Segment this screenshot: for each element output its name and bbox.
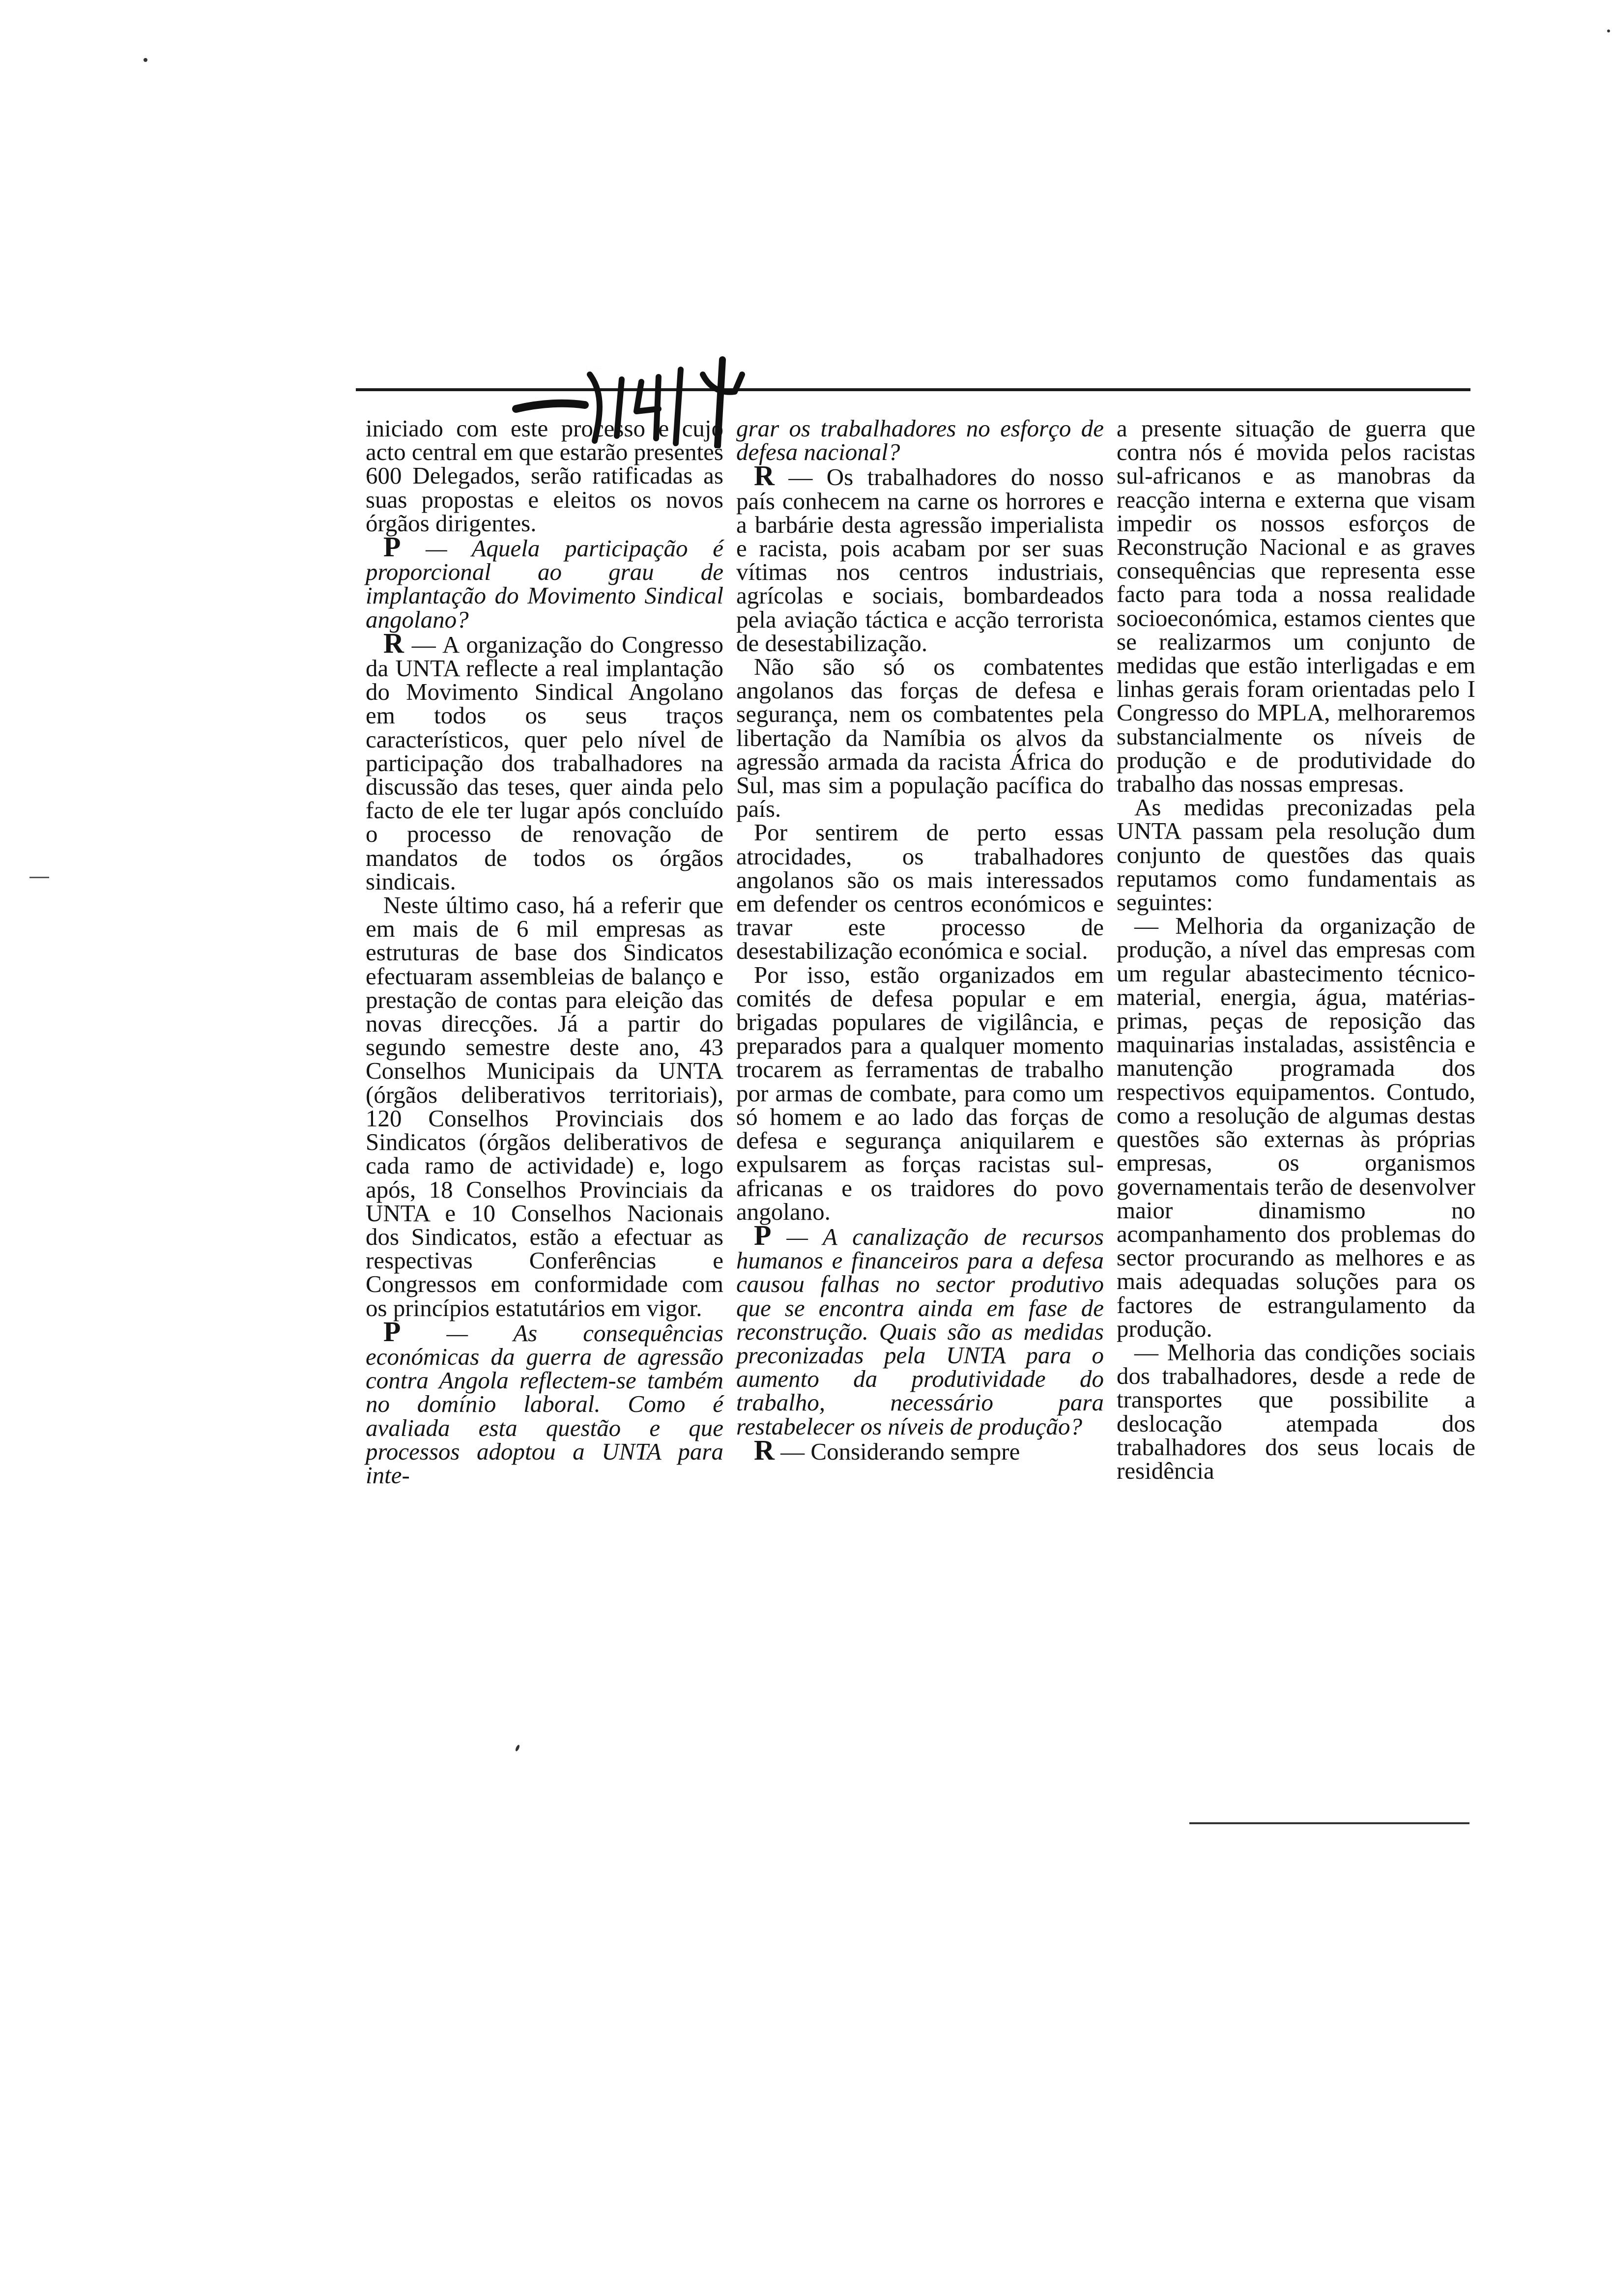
ink-speck: [1607, 29, 1610, 32]
article-paragraph: [736, 417, 1104, 464]
question-marker: P: [383, 531, 401, 563]
article-paragraph: [366, 417, 723, 535]
ink-speck: [515, 1744, 520, 1751]
paragraph-text: — A canalização de recursos humanos e financeiros para a defesa causou falhas no sector produtivo que se encontra ainda em fase de reconstrução. Quais são as medidas preconizadas pela UNTA para o aumento da produtividade do trabalho, necessário para restabelecer os níveis de produção?: [736, 1223, 1104, 1440]
question-marker: P: [754, 1219, 772, 1251]
paragraph-text: Neste último caso, há a referir que em mais de 6 mil empresas as estruturas de base dos Sindicatos efectuaram assembleias de balanço e prestação de contas para eleição das novas direcções. Já a partir do segundo semestre deste ano, 43 Conselhos Municipais da UNTA (órgãos deliberativos territoriais), 120 Conselhos Provinciais dos Sindicatos (órgãos deliberativos de cada ramo de actividade) e, logo após, 18 Conselhos Provinciais da UNTA e 10 Conselhos Nacionais dos Sindicatos, estão a efectuar as respectivas Conferências e Congressos em conformidade com os princípios estatutários em vigor.: [366, 891, 723, 1321]
paragraph-text: Não são só os combatentes angolanos das forças de defesa e segurança, nem os combatentes pela libertação da Namíbia os alvos da agressão armada da racista África do Sul, mas sim a população pacífica do país.: [736, 653, 1104, 823]
paragraph-text: — A organização do Congresso da UNTA reflecte a real implantação do Movimento Sindical Angolano em todos os seus traços característicos, quer pelo nível de participação dos trabalhadores na discussão das teses, quer ainda pelo facto de ele ter lugar após concluído o processo de renovação de mandatos de todos os órgãos sindicais.: [366, 631, 723, 895]
article-paragraph: [366, 1315, 723, 1489]
paragraph-text: grar os trabalhadores no esforço de defesa nacional?: [736, 415, 1104, 466]
margin-mark: [29, 877, 49, 878]
paragraph-text: Por isso, estão organizados em comités de defesa popular e em brigadas populares de vigilância, e preparados para a qualquer momento trocarem as ferramentas de trabalho por armas de combate, para como um só homem e ao lado das forças de defesa e segurança aniquilarem e expulsarem as forças racistas sul-africanas e os traidores do povo angolano.: [736, 961, 1104, 1225]
article-paragraph: [1117, 914, 1475, 1341]
answer-marker: R: [754, 459, 775, 492]
answer-marker: R: [754, 1434, 775, 1466]
article-column-3: [1117, 417, 1475, 1483]
article-paragraph: [1117, 1338, 1475, 1484]
article-paragraph: [736, 1434, 1104, 1466]
paragraph-text: iniciado com este processo e cujo acto central em que estarão presentes 600 Delegados, serão ratificadas as suas propostas e eleitos os novos órgãos dirigentes.: [366, 415, 723, 537]
article-column-2: [736, 417, 1104, 1464]
paragraph-text: Por sentirem de perto essas atrocidades, os trabalhadores angolanos são os mais interessados em defender os centros económicos e travar este processo de desestabilização económica e social.: [736, 819, 1104, 965]
article-paragraph: [1117, 796, 1475, 914]
ink-speck: [144, 58, 147, 62]
paragraph-text: — Considerando sempre: [780, 1437, 1020, 1465]
paragraph-text: — Melhoria das condições sociais dos trabalhadores, desde a rede de transportes que possibilite a deslocação atempada dos trabalhadores dos seus locais de residência: [1117, 1338, 1475, 1484]
answer-marker: R: [383, 627, 404, 659]
article-paragraph: [736, 1219, 1104, 1440]
article-paragraph: [366, 893, 723, 1320]
article-paragraph: [736, 821, 1104, 963]
paragraph-text: — As consequências económicas da guerra de agressão contra Angola reflectem-se também no domínio laboral. Como é avaliada esta questão e que processos adoptou a UNTA para inte-: [366, 1319, 723, 1489]
paragraph-text: — Melhoria da organização de produção, a nível das empresas com um regular abastecimento técnico-material, energia, água, matérias-primas, peças de reposição das maquinarias instaladas, assistência e manutenção programada dos respectivos equipamentos. Contudo, como a resolução de algumas destas questões são externas às próprias empresas, os organismos governamentais terão de desenvolver maior dinamismo no acompanhamento dos problemas do sector procurando as melhores e as mais adequadas soluções para os factores de estrangulamento da produção.: [1117, 912, 1475, 1342]
article-column-1: [366, 417, 723, 1487]
article-paragraph: [366, 531, 723, 633]
article-paragraph: [1117, 417, 1475, 796]
article-paragraph: [736, 459, 1104, 657]
paragraph-text: As medidas preconizadas pela UNTA passam pela resolução dum conjunto de questões das quais reputamos como fundamentais as seguintes:: [1117, 794, 1475, 916]
article-paragraph: [736, 963, 1104, 1224]
handwritten-date-text: [585, 366, 602, 371]
paragraph-text: a presente situação de guerra que contra nós é movida pelos racistas sul-africanos e as manobras da reacção interna e externa que visam impedir os nossos esforços de Reconstrução Nacional e as graves consequências que representa esse facto para toda a nossa realidade socioeconómica, estamos cientes que se realizarmos um conjunto de medidas que estão interligadas e em linhas gerais foram orientadas pelo I Congresso do MPLA, melhoraremos substancialmente os níveis de produção e de produtividade do trabalho das nossas empresas.: [1117, 415, 1475, 798]
article-paragraph: [366, 627, 723, 895]
bottom-rule: [1189, 1822, 1469, 1824]
paragraph-text: — Aquela participação é proporcional ao grau de implantação do Movimento Sindical angolano?: [366, 535, 723, 633]
article-paragraph: [736, 655, 1104, 821]
question-marker: P: [383, 1315, 401, 1348]
paragraph-text: — Os trabalhadores do nosso país conhecem na carne os horrores e a barbárie desta agressão imperialista e racista, pois acabam por ser suas vítimas nos centros industriais, agrícolas e sociais, bombardeados pela aviação táctica e acção terrorista de desestabilização.: [736, 463, 1104, 657]
